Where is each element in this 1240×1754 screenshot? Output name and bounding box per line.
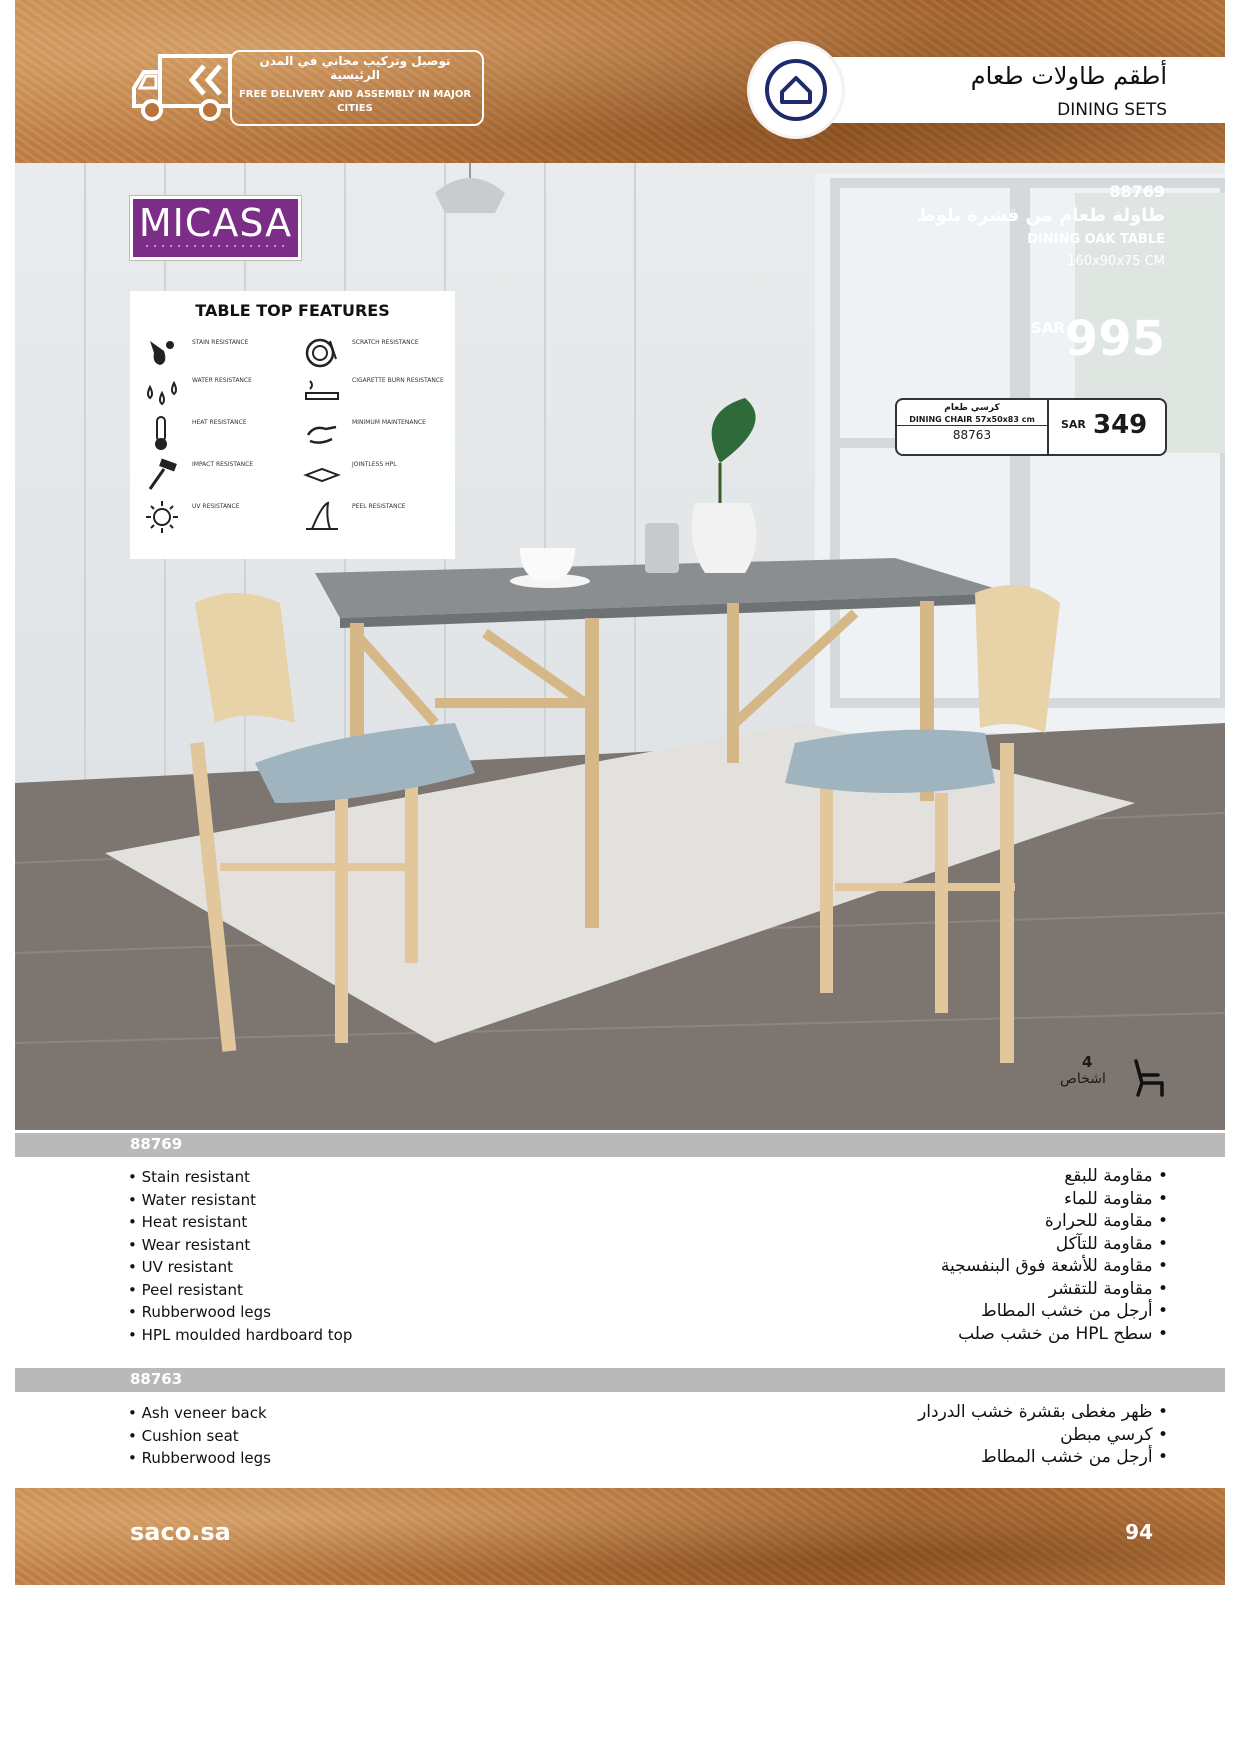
spec-item: • Stain resistant bbox=[128, 1166, 352, 1189]
page-header bbox=[15, 0, 1225, 163]
spec-item: • مقاومة للأشعة فوق البنفسجية bbox=[941, 1255, 1168, 1278]
feature-maintenance bbox=[302, 413, 452, 453]
chair-currency: SAR bbox=[1061, 418, 1086, 431]
water-drops-icon bbox=[142, 371, 182, 411]
home-icon bbox=[764, 58, 828, 122]
delivery-text-en: FREE DELIVERY AND ASSEMBLY IN MAJOR CITIES bbox=[238, 89, 472, 114]
feature-label: MINIMUM MAINTENANCE bbox=[352, 419, 426, 426]
chair-spec-code: 88763 bbox=[130, 1370, 183, 1388]
spec-item: • UV resistant bbox=[128, 1256, 352, 1279]
feature-label: PEEL RESISTANCE bbox=[352, 503, 406, 510]
chair-price: 349 bbox=[1093, 410, 1148, 440]
spec-item: • Rubberwood legs bbox=[128, 1447, 271, 1470]
product-name-ar: طاولة طعام من قشرة بلوط bbox=[916, 205, 1165, 226]
price-currency: SAR bbox=[1031, 319, 1065, 337]
feature-peel bbox=[302, 497, 452, 537]
feature-uv bbox=[142, 497, 292, 537]
feature-heat bbox=[142, 413, 292, 453]
product-info bbox=[845, 181, 1165, 273]
feature-cigarette bbox=[302, 371, 452, 411]
spec-item: • Cushion seat bbox=[128, 1425, 271, 1448]
price-value: 995 bbox=[1064, 311, 1165, 367]
spec-item: • مقاومة للبقع bbox=[941, 1165, 1168, 1188]
spec-item: • ظهر مغطى بقشرة خشب الدردار bbox=[918, 1401, 1168, 1424]
spec-item: • أرجل من خشب المطاط bbox=[941, 1300, 1168, 1323]
brand-underline bbox=[133, 243, 298, 249]
chair-name-en: DINING CHAIR 57x50x83 cm bbox=[909, 415, 1035, 424]
spec-item: • Heat resistant bbox=[128, 1211, 352, 1234]
product-code: 88769 bbox=[1109, 182, 1165, 201]
section-title-en: DINING SETS bbox=[1057, 100, 1167, 120]
spec-item: • Wear resistant bbox=[128, 1234, 352, 1257]
feature-stain bbox=[142, 333, 292, 373]
brand-name: MICASA bbox=[138, 201, 293, 245]
spec-item: • سطح HPL من خشب صلب bbox=[941, 1323, 1168, 1346]
table-spec-list-en bbox=[128, 1166, 352, 1346]
website-link[interactable]: saco.sa bbox=[130, 1518, 231, 1546]
cigarette-icon bbox=[302, 371, 342, 411]
chair-name-ar: كرسي طعام bbox=[944, 403, 1000, 413]
chair-price-box bbox=[895, 398, 1167, 456]
table-spec-list-ar bbox=[941, 1165, 1168, 1345]
section-title-ar: أطقم طاولات طعام bbox=[970, 62, 1167, 90]
delivery-truck-icon bbox=[130, 48, 235, 126]
features-title: TABLE TOP FEATURES bbox=[195, 301, 390, 320]
page-footer bbox=[15, 1488, 1225, 1585]
sun-icon bbox=[142, 497, 182, 537]
seating-capacity bbox=[1060, 1053, 1170, 1103]
feature-jointless bbox=[302, 455, 452, 495]
table-spec-bar bbox=[15, 1133, 1225, 1157]
peel-icon bbox=[302, 497, 342, 537]
hero-image bbox=[15, 163, 1225, 1130]
section-badge bbox=[750, 44, 842, 136]
feature-impact bbox=[142, 455, 292, 495]
feature-label: SCRATCH RESISTANCE bbox=[352, 339, 419, 346]
spec-item: • HPL moulded hardboard top bbox=[128, 1324, 352, 1347]
thermometer-icon bbox=[142, 413, 182, 453]
chair-info bbox=[897, 400, 1049, 454]
product-dimensions: 160x90x75 CM bbox=[1067, 254, 1165, 269]
hand-cloth-icon bbox=[302, 413, 342, 453]
free-delivery-badge bbox=[130, 48, 485, 126]
feature-label: WATER RESISTANCE bbox=[192, 377, 252, 384]
feature-label: STAIN RESISTANCE bbox=[192, 339, 249, 346]
delivery-text-ar: توصيل وتركيب مجاني في المدن الرئيسية bbox=[259, 54, 451, 82]
spec-item: • مقاومة للتقشر bbox=[941, 1278, 1168, 1301]
spec-item: • Ash veneer back bbox=[128, 1402, 271, 1425]
chair-code: 88763 bbox=[897, 425, 1047, 444]
spec-item: • مقاومة للماء bbox=[941, 1188, 1168, 1211]
spec-item: • مقاومة للتآكل bbox=[941, 1233, 1168, 1256]
chair-spec-list-ar bbox=[918, 1401, 1168, 1469]
micasa-logo bbox=[130, 196, 301, 260]
hammer-icon bbox=[142, 455, 182, 495]
feature-label: JOINTLESS HPL bbox=[352, 461, 397, 468]
spec-item: • Water resistant bbox=[128, 1189, 352, 1212]
feature-water bbox=[142, 371, 292, 411]
page-number: 94 bbox=[1125, 1520, 1153, 1544]
panel-icon bbox=[302, 455, 342, 495]
feature-label: UV RESISTANCE bbox=[192, 503, 240, 510]
spec-item: • كرسي مبطن bbox=[918, 1424, 1168, 1447]
feature-scratch bbox=[302, 333, 452, 373]
spec-item: • Rubberwood legs bbox=[128, 1301, 352, 1324]
spec-item: • Peel resistant bbox=[128, 1279, 352, 1302]
spec-item: • أرجل من خشب المطاط bbox=[918, 1446, 1168, 1469]
scratch-icon bbox=[302, 333, 342, 373]
stain-icon bbox=[142, 333, 182, 373]
chair-icon bbox=[1128, 1057, 1170, 1099]
product-name-en: DINING OAK TABLE bbox=[1027, 232, 1165, 247]
table-spec-code: 88769 bbox=[130, 1135, 183, 1153]
table-top-features-panel bbox=[130, 291, 455, 559]
chair-spec-list-en bbox=[128, 1402, 271, 1470]
spec-item: • مقاومة للحرارة bbox=[941, 1210, 1168, 1233]
feature-label: HEAT RESISTANCE bbox=[192, 419, 247, 426]
seats-count: 4 bbox=[1082, 1053, 1093, 1071]
feature-label: CIGARETTE BURN RESISTANCE bbox=[352, 377, 444, 384]
feature-label: IMPACT RESISTANCE bbox=[192, 461, 254, 468]
chair-spec-bar bbox=[15, 1368, 1225, 1392]
seats-label: اشخاص bbox=[1060, 1071, 1106, 1087]
